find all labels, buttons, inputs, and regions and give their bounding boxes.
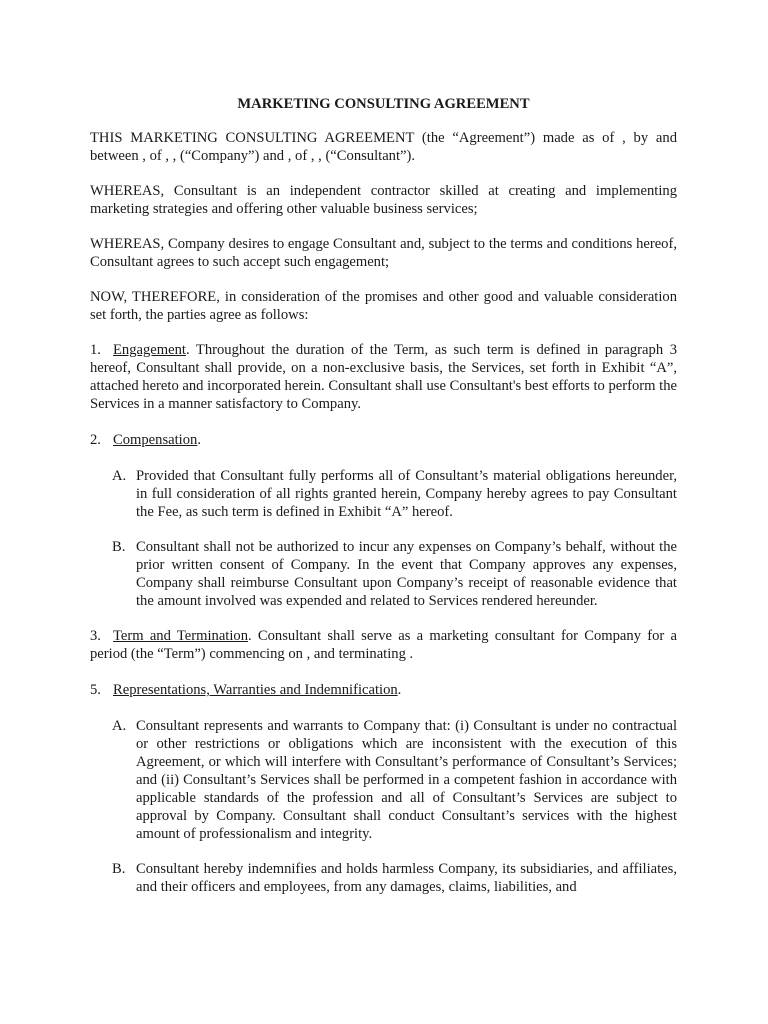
section-text: . Consultant shall serve as a marketing consultant for Company for a period (the “Term”) commencing on , and terminating . [90,628,677,662]
section-heading: Term and Termination [113,628,248,644]
whereas-paragraph-1: WHEREAS, Consultant is an independent contractor skilled at creating and implementing marketing strategies and offering other valuable business services; [90,183,677,217]
whereas-paragraph-2: WHEREAS, Company desires to engage Consultant and, subject to the terms and conditions hereof, Consultant agrees to such accept such engagement; [90,236,677,270]
subclause-text: Consultant shall not be authorized to incur any expenses on Company’s behalf, without the prior written consent of Company. In the event that Company approves any expenses, Company shall reimburse Consultant upon Company’s receipt of reasonable evidence that the amount involved was expended and related to Services rendered hereunder. [136,539,677,609]
subclause-text: Consultant represents and warrants to Company that: (i) Consultant is under no contractual or other restrictions or obligations which are inconsistent with the execution of this Agreement, or which will interfere with Consultant’s performance of Consultant’s Services; and (ii) Consultant’s Services shall be performed in a competent fashion in accordance with applicable standards of the profession and all of Consultant’s Services are subject to approval by Company. Consultant shall conduct Consultant’s services with the highest amount of professionalism and integrity. [136,718,677,842]
section-number: 3. [90,628,101,644]
section-text: . [197,432,201,448]
subclause-5a [112,717,677,843]
subclause-letter: A. [112,718,127,734]
section-heading: Compensation [113,432,198,448]
section-term-and-termination [90,627,677,663]
section-representations [90,681,677,699]
subclause-letter: B. [112,539,126,555]
subclause-letter: A. [112,468,127,484]
document-page [90,95,677,913]
subclause-text: Consultant hereby indemnifies and holds harmless Company, its subsidiaries, and affiliates, and their officers and employees, from any damages, claims, liabilities, and [136,861,677,895]
subclause-2b [112,538,677,610]
document-title: MARKETING CONSULTING AGREEMENT [237,96,530,112]
subclause-text: Provided that Consultant fully performs all of Consultant’s material obligations hereunder, in full consideration of all rights granted herein, Company hereby agrees to pay Consultant the Fee, as such term is defined in Exhibit “A” hereof. [136,468,677,520]
section-number: 2. [90,432,101,448]
section-text: . Throughout the duration of the Term, as such term is defined in paragraph 3 hereof, Consultant shall provide, on a non-exclusive basis, the Services, set forth in Exhibit “A”, attached hereto and incorporated herein. Consultant shall use Consultant's best efforts to perform the Services in a manner satisfactory to Company. [90,342,677,412]
section-engagement [90,341,677,413]
intro-paragraph: THIS MARKETING CONSULTING AGREEMENT (the “Agreement”) made as of , by and between , of , , (“Company”) and , of , , (“Consultant”). [90,130,677,164]
subclause-2a [112,467,677,521]
section-text: . [397,682,402,698]
section-heading: Representations, Warranties and Indemnification [113,682,398,698]
section-number: 5. [90,682,101,698]
subclause-letter: B. [112,861,126,877]
section-compensation [90,431,677,449]
section-heading: Engagement [113,342,186,358]
subclause-5b [112,860,677,896]
now-therefore-paragraph: NOW, THEREFORE, in consideration of the promises and other good and valuable consideration set forth, the parties agree as follows: [90,289,677,323]
section-number: 1. [90,342,101,358]
